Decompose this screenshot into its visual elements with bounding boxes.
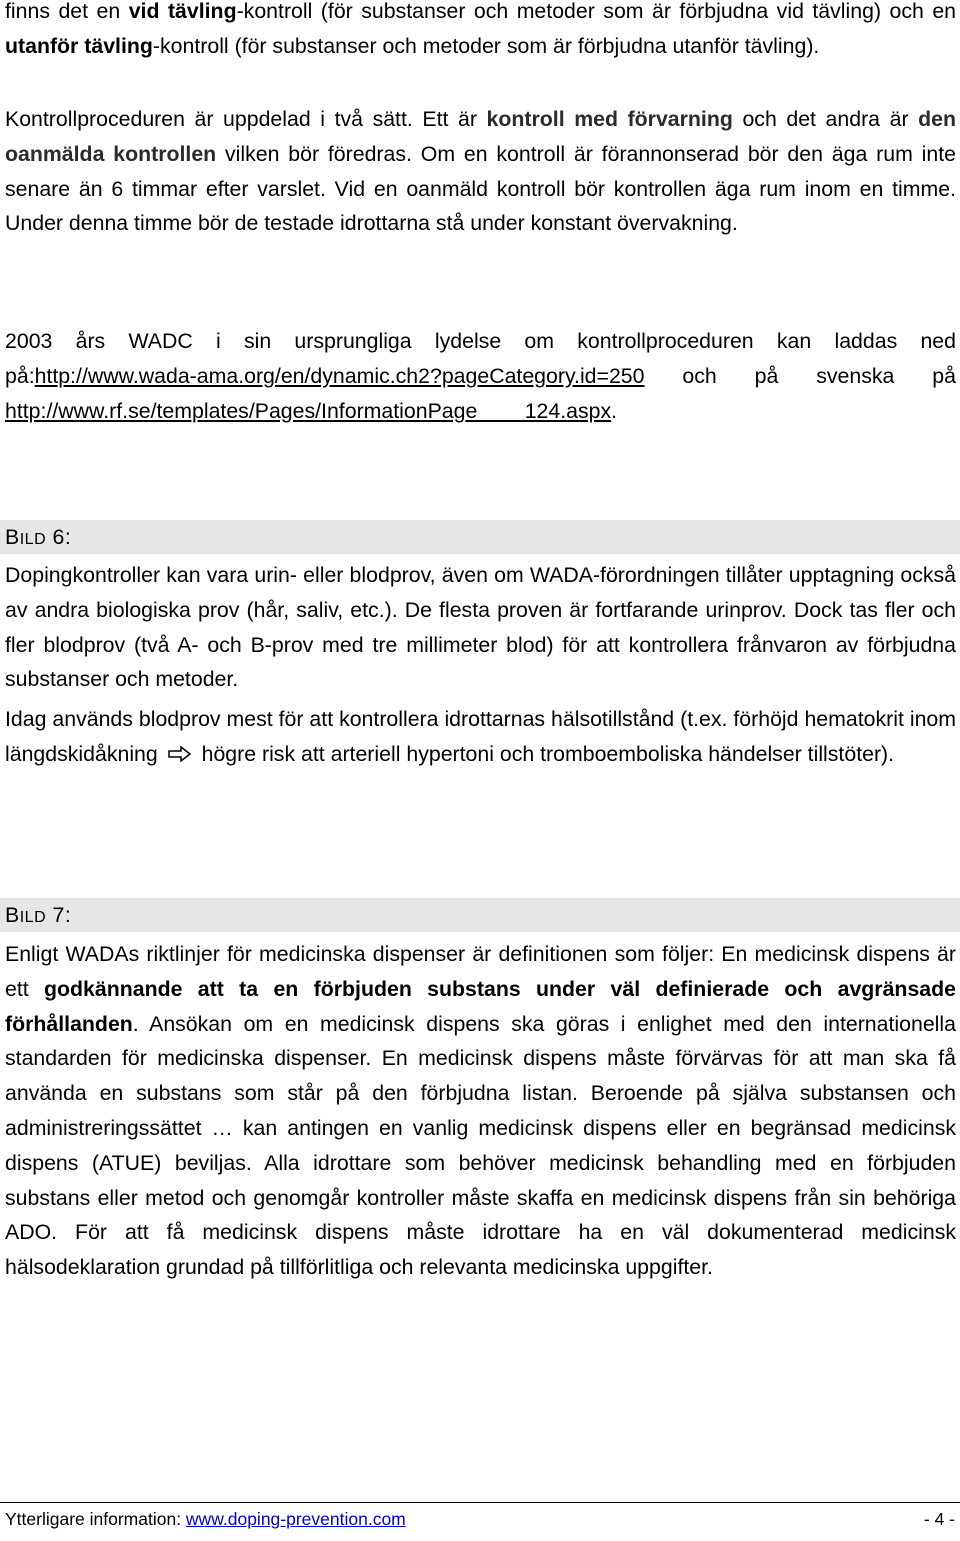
heading-smallcaps: ILD: [19, 531, 47, 548]
heading-cap: B: [5, 525, 20, 549]
text: Idag används blodprov mest för att kontrollera idrottarnas hälsotillstånd (t.ex. förhöjd hematokrit inom längdskidåkning: [5, 707, 956, 766]
paragraph-bild6-samples: [5, 558, 956, 697]
paragraph-control-procedure: [5, 102, 956, 241]
wada-link[interactable]: http://www.wada-ama.org/en/dynamic.ch2?pageCategory.id=250: [34, 363, 645, 388]
paragraph-competition-controls: [5, 0, 956, 64]
footer-link[interactable]: www.doping-prevention.com: [185, 1509, 406, 1529]
paragraph-wadc-download: [5, 324, 956, 428]
text: vilken bör föredras. Om en kontroll är förannonserad bör den äga rum inte senare än 6 timmar efter varslet. Vid en oanmäld kontroll bör kontrollen äga rum inom en timme. Under denna timme bör de testade idrottarna stå under konstant övervakning.: [5, 141, 956, 236]
heading-number: 7:: [46, 903, 72, 927]
paragraph-bild7-medical-exemption: [5, 937, 956, 1285]
text: .: [611, 398, 618, 423]
section-heading-bild-6: [0, 520, 960, 554]
outline-right-arrow-icon: [168, 738, 192, 773]
text: finns det en: [5, 0, 129, 23]
text: högre risk att arteriell hypertoni och tromboemboliska händelser tillstöter).: [201, 741, 895, 766]
heading-label: [5, 901, 71, 932]
footer-info: [5, 1506, 406, 1532]
text: 2003 års WADC i sin ursprungliga lydelse om kontrollproceduren kan laddas ned på:: [5, 329, 956, 388]
text: Enligt WADAs riktlinjer för medicinska dispenser är definitionen som följer: En medicinsk dispens är ett: [5, 942, 956, 1001]
bold-control-with-notice: kontroll med förvarning: [486, 107, 733, 131]
text: och det andra är: [732, 107, 919, 131]
text: och på svenska på: [644, 363, 956, 388]
footer-label: Ytterligare information:: [5, 1509, 186, 1529]
bold-definition: godkännande att ta en förbjuden substans under väl definierade och avgränsade förhållanden: [5, 976, 956, 1036]
heading-smallcaps: ILD: [19, 909, 47, 926]
heading-number: 6:: [46, 525, 72, 549]
text: -kontroll (för substanser och metoder som är förbjudna vid tävling) och en: [236, 0, 957, 23]
footer-divider: [0, 1502, 960, 1503]
heading-cap: B: [5, 903, 20, 927]
section-heading-bild-7: [0, 898, 960, 932]
heading-label: [5, 523, 71, 554]
paragraph-bild6-blood-tests: [5, 702, 956, 773]
text: -kontroll (för substanser och metoder som är förbjudna utanför tävling).: [152, 33, 820, 58]
text: Dopingkontroller kan vara urin- eller blodprov, även om WADA-förordningen tillåter upptagning också av andra biologiska prov (hår, saliv, etc.). De flesta proven är fortfarande urinprov. Dock tas fler och fler blodprov (två A- och B-prov med tre millimeter blod) för att kontrollera frånvaron av förbjudna substanser och metoder.: [5, 563, 956, 692]
bold-out-of-competition: utanför tävling: [5, 33, 153, 58]
bold-unannounced-control: den oanmälda kontrollen: [5, 107, 956, 166]
text: . Ansökan om en medicinsk dispens ska göras i enlighet med den internationella standarden för medicinska dispenser. En medicinsk dispens måste förvärvas för att man ska få använda en substans som står på den förbjudna listan. Beroende på själva substansen och administreringssättet … kan antingen en vanlig medicinsk dispens eller en begränsad medicinsk dispens (ATUE) beviljas. Alla idrottare som behöver medicinsk behandling med en förbjuden substans eller metod och genomgår kontroller måste skaffa en medicinsk dispens från sin behöriga ADO. För att få medicinsk dispens måste idrottare ha en väl dokumenterad medicinsk hälsodeklaration grundad på tillförlitliga och relevanta medicinska uppgifter.: [5, 1011, 956, 1280]
rf-link[interactable]: http://www.rf.se/templates/Pages/InformationPage____124.aspx: [5, 398, 612, 423]
page-number: - 4 -: [923, 1509, 955, 1529]
text: Kontrollproceduren är uppdelad i två sätt. Ett är: [5, 107, 487, 131]
bold-in-competition: vid tävling: [128, 0, 237, 23]
